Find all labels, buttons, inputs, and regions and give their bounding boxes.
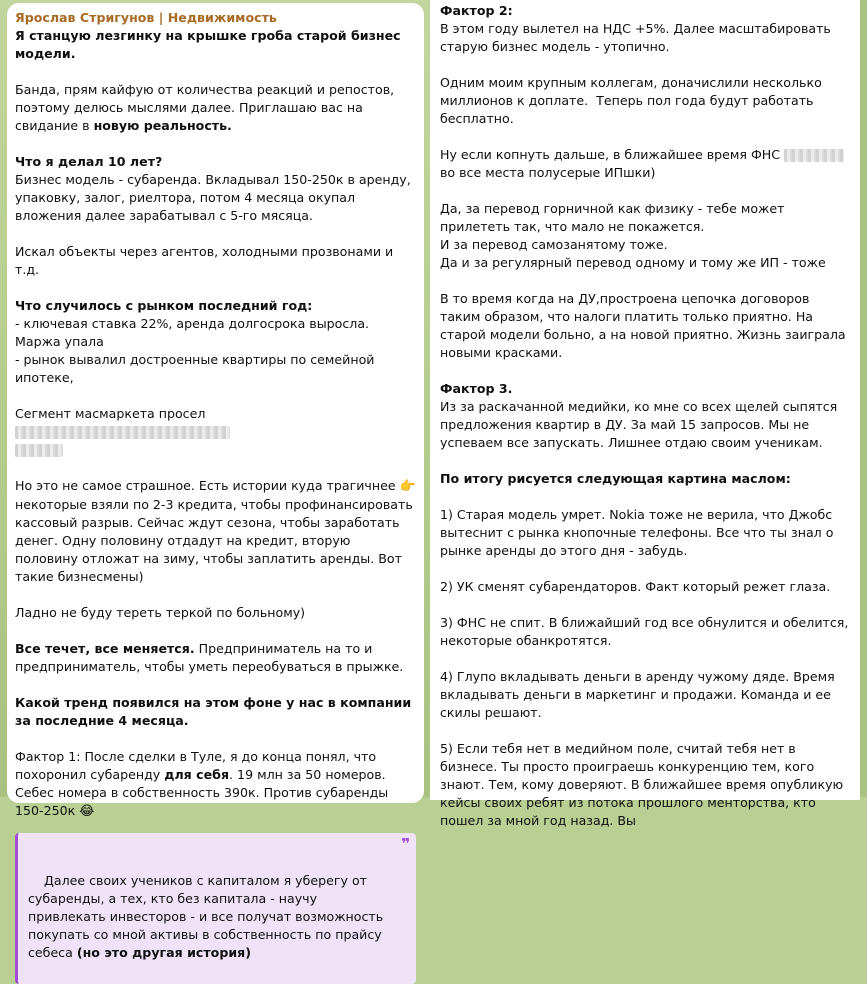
blockquote	[15, 833, 416, 984]
paragraph-text: во все места полусерые ИПшки)	[440, 165, 656, 180]
message-paragraph: В то время когда на ДУ,простроена цепочка договоров таким образом, что налоги платить только приятно. На старой модели больно, а на новой приятно. Жизнь заиграла новыми красками.	[440, 291, 850, 360]
message-author[interactable]: Ярослав Стригунов | Недвижимость	[15, 10, 277, 25]
message-paragraph: - ключевая ставка 22%, аренда долгосрока выросла. Маржа упала - рынок вывалил достроенные квартиры по семейной ипотеке,	[15, 316, 375, 385]
message-paragraph	[15, 405, 416, 459]
paragraph-text: некоторые взяли по 2-3 кредита, чтобы профинансировать кассовый разрыв. Сейчас ждут сезона, чтобы заработать денег. Одну половину отдадут на кредит, вторую половину отложат на зиму, чтобы заплатить аренды. Вот такие бизнесмены)	[15, 478, 420, 584]
message-paragraph	[440, 146, 850, 182]
list-item: 3) ФНС не спит. В ближайший год все обнулится и обелится, некоторые обанкротятся.	[440, 615, 853, 648]
section-heading: По итогу рисуется следующая картина маслом:	[440, 471, 791, 486]
message-bubble-right[interactable]	[430, 0, 860, 828]
quote-mark-icon: ❞	[401, 835, 410, 853]
message-paragraph: Бизнес модель - субаренда. Вкладывал 150-250к в аренду, упаковку, залог, риелтора, потом 4 месяца окупал вложения далее зарабатывал с 5-го мясяца.	[15, 172, 415, 223]
list-item: 2) УК сменят субарендаторов. Факт который режет глаза.	[440, 579, 831, 594]
message-paragraph: Искал объекты через агентов, холодными прозвонами и т.д.	[15, 244, 398, 277]
message-paragraph: Из за раскачанной медийки, ко мне со всех щелей сыпятся предложения квартир в ДУ. За май 15 запросов. Мы не успеваем все запускать. Лишнее отдаю своим ученикам.	[440, 399, 842, 450]
message-paragraph	[15, 81, 416, 135]
section-heading: Фактор 2:	[440, 3, 513, 18]
paragraph-text: . 19 млн за 50 номеров. Себес номера в собственность 390к. Против субаренды 150-250к	[15, 767, 393, 818]
message-paragraph: Одним моим крупным коллегам, доначислили несколько миллионов к доплате. Теперь пол года будут работать бесплатно.	[440, 75, 826, 126]
message-paragraph	[15, 640, 416, 676]
section-heading: Что я делал 10 лет?	[15, 154, 163, 169]
bold-text: новую реальность.	[93, 118, 232, 133]
paragraph-text: Банда, прям кайфую от количества реакций и репостов, поэтому делюсь мыслями далее. Приглашаю вас на свидание в	[15, 82, 399, 133]
message-paragraph: В этом году вылетел на НДС +5%. Далее масштабировать старую бизнес модель - утопично.	[440, 21, 835, 54]
bold-text: Все течет, все меняется.	[15, 641, 195, 656]
list-item: 5) Если тебя нет в медийном поле, считай тебя нет в бизнесе. Ты просто проиграешь конкуренцию тем, кого знают. Тем, кому доверяют. В ближайшее время опубликую кейсы своих ребят из потока прошлого менторства, кто пошел за мной год назад. Вы	[440, 741, 848, 828]
laughing-emoji-icon: 😂	[79, 804, 95, 819]
paragraph-text: Ну если копнуть дальше, в ближайшее время ФНС	[440, 147, 781, 162]
paragraph-text: Но это не самое страшное. Есть истории куда трагичнее	[15, 478, 396, 493]
quote-text: Далее своих учеников с капиталом я уберегу от субаренды, а тех, кто без капитала - научу привлекать инвесторов - и все получат возможность покупать со мной активы в собственность по прайсу себеса	[28, 873, 388, 960]
list-item: 4) Глупо вкладывать деньги в аренду чужому дяде. Время вкладывать деньги в маркетинг и продажи. Команда и ее скилы решают.	[440, 669, 839, 720]
message-paragraph: Ладно не буду тереть теркой по больному)	[15, 605, 306, 620]
paragraph-text: Сегмент масмаркета просел	[15, 406, 206, 421]
spoiler-hidden-text[interactable]	[784, 149, 844, 162]
message-headline: Я станцую лезгинку на крышке гроба старой бизнес модели.	[15, 28, 406, 61]
message-paragraph	[15, 477, 420, 586]
section-heading: Фактор 3.	[440, 381, 513, 396]
bold-text: для себя	[164, 767, 230, 782]
section-heading: Что случилось с рынком последний год:	[15, 298, 313, 313]
paragraph-text: Фактор 1: После сделки в Туле, я до конца понял, что похоронил субаренду	[15, 749, 381, 782]
spoiler-hidden-text[interactable]	[15, 444, 63, 457]
spoiler-hidden-text[interactable]	[15, 426, 230, 439]
list-item: 1) Старая модель умрет. Nokia тоже не верила, что Джобс вытеснит с рынка кнопочные телефоны. Все что ты знал о рынке аренды до этого дня - забудь.	[440, 507, 838, 558]
message-paragraph	[15, 748, 416, 821]
paragraph-text: Предприниматель на то и предприниматель, чтобы уметь переобуваться в прыжке.	[15, 641, 404, 674]
section-heading: Какой тренд появился на этом фоне у нас в компании за последние 4 месяца.	[15, 695, 416, 728]
quote-bold-text: (но это другая история)	[76, 945, 252, 960]
message-paragraph: Да, за перевод горничной как физику - тебе может прилететь так, что мало не покажется. И за перевод самозанятому тоже. Да и за регулярный перевод одному и тому же ИП - тоже	[440, 201, 826, 270]
message-bubble-left[interactable]	[7, 3, 424, 960]
pointing-right-emoji-icon: 👉	[399, 479, 416, 494]
